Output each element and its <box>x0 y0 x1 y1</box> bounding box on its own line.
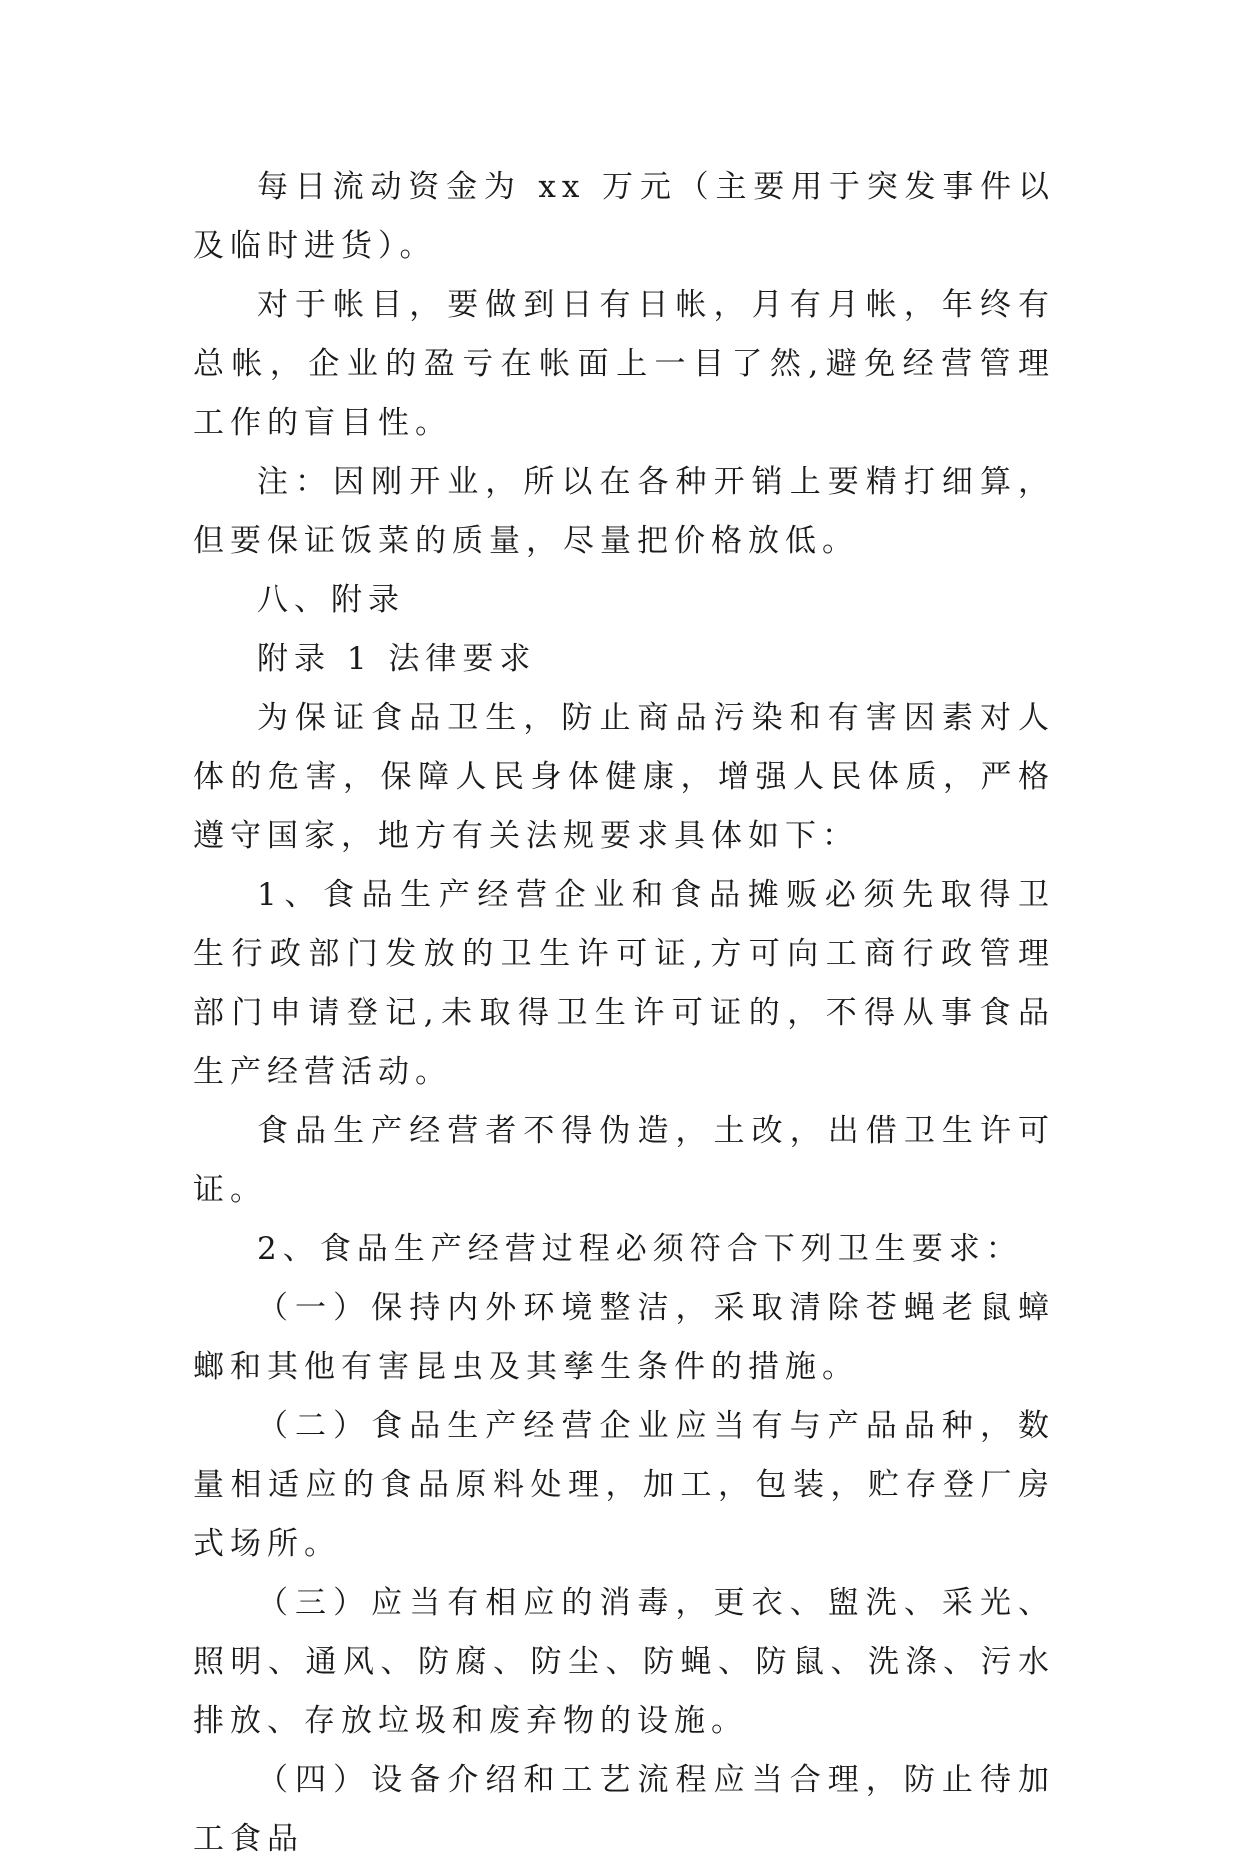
subheading-legal-requirements: 附录 1 法律要求 <box>257 641 537 677</box>
paragraph-working-capital: 每日流动资金为 xx 万元（主要用于突发事件以及临时进货）。 <box>193 169 1055 264</box>
paragraph-accounts: 对于帐目，要做到日有日帐，月有月帐，年终有总帐，企业的盈亏在帐面上一目了然,避免经营管理工作的盲目性。 <box>193 287 1055 441</box>
sub-item-3-facilities: （三）应当有相应的消毒，更衣、盥洗、采光、照明、通风、防腐、防尘、防蝇、防鼠、洗涤、污水排放、存放垃圾和废弃物的设施。 <box>193 1585 1055 1739</box>
paragraph-license-prohibition: 食品生产经营者不得伪造，土改，出借卫生许可证。 <box>193 1113 1055 1208</box>
sub-item-2-premises: （二）食品生产经营企业应当有与产品品种，数量相适应的食品原料处理，加工，包装，贮存登厂房式场所。 <box>193 1408 1055 1562</box>
section-heading-appendix: 八、附录 <box>257 582 405 618</box>
document-body <box>193 158 1055 1869</box>
list-item-1-license: 1、食品生产经营企业和食品摊贩必须先取得卫生行政部门发放的卫生许可证,方可向工商行政管理部门申请登记,未取得卫生许可证的，不得从事食品生产经营活动。 <box>193 877 1055 1090</box>
sub-item-4-process: （四）设备介绍和工艺流程应当合理，防止待加工食品 <box>193 1762 1055 1857</box>
paragraph-intro-regulations: 为保证食品卫生，防止商品污染和有害因素对人体的危害，保障人民身体健康，增强人民体质，严格遵守国家，地方有关法规要求具体如下： <box>193 700 1055 854</box>
paragraph-note: 注：因刚开业，所以在各种开销上要精打细算，但要保证饭菜的质量，尽量把价格放低。 <box>193 464 1055 559</box>
list-item-2-hygiene: 2、食品生产经营过程必须符合下列卫生要求： <box>257 1231 1023 1267</box>
sub-item-1-environment: （一）保持内外环境整洁，采取清除苍蝇老鼠蟑螂和其他有害昆虫及其孳生条件的措施。 <box>193 1290 1055 1385</box>
